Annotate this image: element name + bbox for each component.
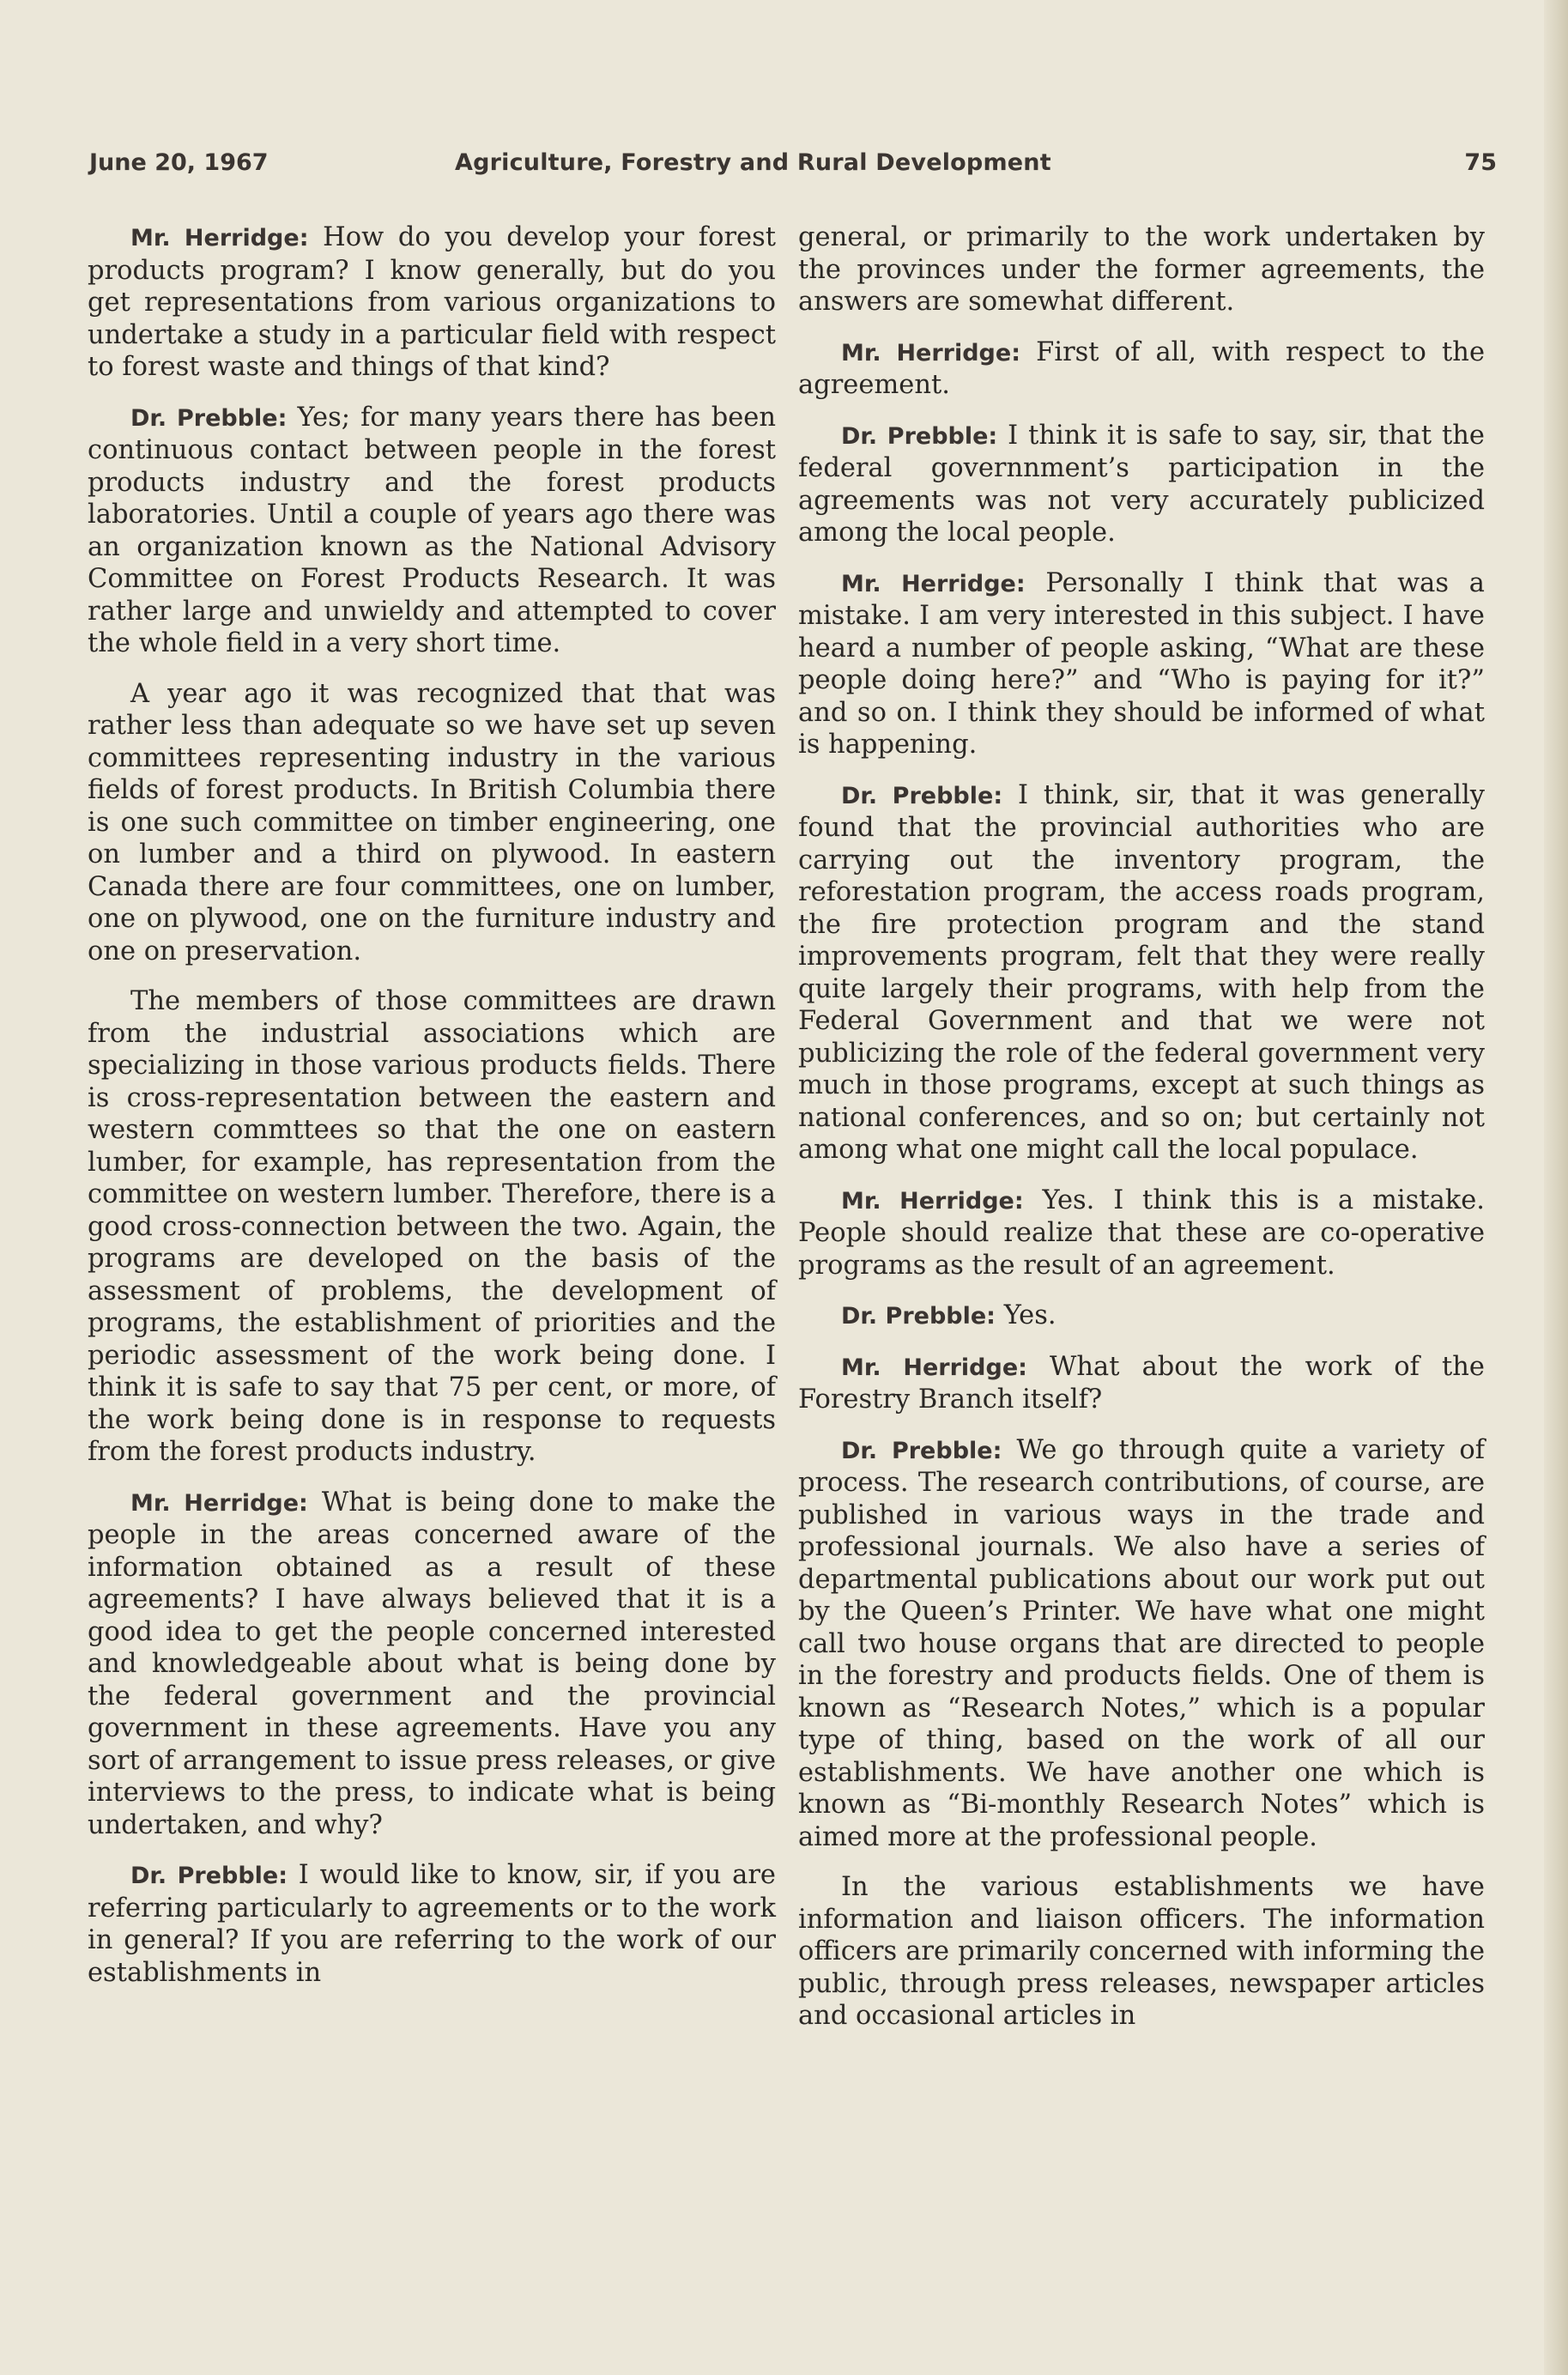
- paragraph: [88, 221, 776, 384]
- paragraph: [798, 1871, 1485, 2033]
- paragraph-text: general, or primarily to the work undertaken by the provinces under the former agreements, the answers are somewhat different.: [798, 222, 1485, 317]
- paragraph: [88, 985, 776, 1469]
- paragraph: [88, 402, 776, 660]
- page-number: 75: [1464, 149, 1497, 176]
- speaker-name: Mr. Herridge:: [130, 1489, 308, 1517]
- paragraph: [798, 1351, 1485, 1416]
- paragraph: [88, 1859, 776, 1989]
- paragraph-text: I would like to know, sir, if you are referring particularly to agreements or to the work in general? If you are referring to the work of our establishments in: [88, 1860, 776, 1988]
- paragraph-text: In the various establishments we have information and liaison officers. The information officers are primarily concerned with informing the public, through press releases, newspaper articles and occasional articles in: [798, 1872, 1485, 2031]
- left-column: [88, 221, 776, 2007]
- paragraph-text: We go through quite a variety of process. The research contributions, of course, are published in various ways in the trade and professional journals. We also have a series of departmental publications about our work put out by the Queen’s Printer. We have what one might call two house organs that are directed to people in the forestry and products fields. One of them is known as “Research Notes,” which is a popular type of thing, based on the work of all our establishments. We have another one which is known as “Bi-monthly Research Notes” which is aimed more at the professional people.: [798, 1434, 1485, 1852]
- paragraph-text: What is being done to make the people in the areas concerned aware of the information obtained as a result of these agreements? I have always believed that it is a good idea to get the people concerned interested and knowledgeable about what is being done by the federal government and the provincial government in these agreements. Have you any sort of arrangement to issue press releases, or give interviews to the press, to indicate what is being undertaken, and why?: [88, 1487, 776, 1840]
- paragraph: [798, 1300, 1485, 1333]
- paragraph-text: How do you develop your forest products program? I know generally, but do you get representations from various organizations to undertake a study in a particular field with respect to forest waste and things of that kind?: [88, 222, 776, 382]
- speaker-name: Mr. Herridge:: [841, 339, 1020, 367]
- paragraph: [798, 1434, 1485, 1854]
- header-date: June 20, 1967: [89, 149, 269, 176]
- speaker-name: Dr. Prebble:: [130, 1863, 288, 1889]
- paragraph-text: Yes.: [1003, 1300, 1056, 1330]
- header-title: Agriculture, Forestry and Rural Development: [455, 149, 1051, 176]
- speaker-name: Dr. Prebble:: [841, 1437, 1002, 1464]
- paragraph: [798, 567, 1485, 761]
- paragraph: [798, 221, 1485, 318]
- paragraph: [88, 1487, 776, 1842]
- paragraph-text: A year ago it was recognized that that was rather less than adequate so we have set up seven committees representing industry in the various fields of forest products. In British Columbia there is one such committee on timber engineering, one on lumber and a third on plywood. In eastern Canada there are four committees, one on lumber, one on plywood, one on the furniture industry and one on preservation.: [88, 678, 776, 966]
- paragraph-text: The members of those committees are drawn from the industrial associations which are specializing in those various products fields. There is cross-representation between the eastern and western commttees so that the one on eastern lumber, for example, has representation from the committee on western lumber. Therefore, there is a good cross-connection between the two. Again, the programs are developed on the basis of the assessment of problems, the development of programs, the establishment of priorities and the periodic assessment of the work being done. I think it is safe to say that 75 per cent, or more, of the work being done is in response to requests from the forest products industry.: [88, 986, 776, 1467]
- paragraph-text: First of all, with respect to the agreement.: [798, 336, 1485, 400]
- paragraph: [798, 420, 1485, 549]
- speaker-name: Dr. Prebble:: [841, 782, 1003, 809]
- speaker-name: Mr. Herridge:: [841, 570, 1026, 597]
- paragraph-text: Yes. I think this is a mistake. People should realize that these are co-operative programs as the result of an agreement.: [798, 1184, 1485, 1281]
- paragraph: [88, 678, 776, 968]
- speaker-name: Mr. Herridge:: [841, 1354, 1027, 1381]
- paragraph: [798, 779, 1485, 1166]
- speaker-name: Dr. Prebble:: [130, 404, 288, 432]
- speaker-name: Mr. Herridge:: [130, 225, 309, 251]
- paragraph: [798, 336, 1485, 402]
- paragraph-text: Yes; for many years there has been continuous contact between people in the forest products industry and the forest products laboratories. Until a couple of years ago there was an organization known as the National Advisory Committee on Forest Products Research. It was rather large and unwieldy and attempted to cover the whole field in a very short time.: [88, 402, 776, 658]
- page-edge: [1544, 0, 1568, 2375]
- paragraph-text: Personally I think that was a mistake. I am very interested in this subject. I have heard a number of people asking, “What are these people doing here?” and “Who is paying for it?” and so on. I think they should be informed of what is happening.: [798, 567, 1485, 760]
- speaker-name: Dr. Prebble:: [841, 422, 998, 450]
- speaker-name: Dr. Prebble:: [841, 1303, 996, 1330]
- paragraph-text: What about the work of the Forestry Branch itself?: [798, 1351, 1485, 1415]
- running-header: [89, 149, 1497, 187]
- paragraph: [798, 1184, 1485, 1282]
- speaker-name: Mr. Herridge:: [841, 1187, 1024, 1215]
- paragraph-text: I think, sir, that it was generally found that the provincial authorities who are carrying out the inventory program, the reforestation program, the access roads program, the fire protection program and the stand improvements program, felt that they were really quite largely their programs, with help from the Federal Government and that we were not publicizing the role of the federal government very much in those programs, except at such things as national conferences, and so on; but certainly not among what one might call the local populace.: [798, 779, 1485, 1165]
- paragraph-text: I think it is safe to say, sir, that the federal governnment’s participation in the agreements was not very accurately publicized among the local people.: [798, 420, 1485, 548]
- right-column: [798, 221, 1485, 2051]
